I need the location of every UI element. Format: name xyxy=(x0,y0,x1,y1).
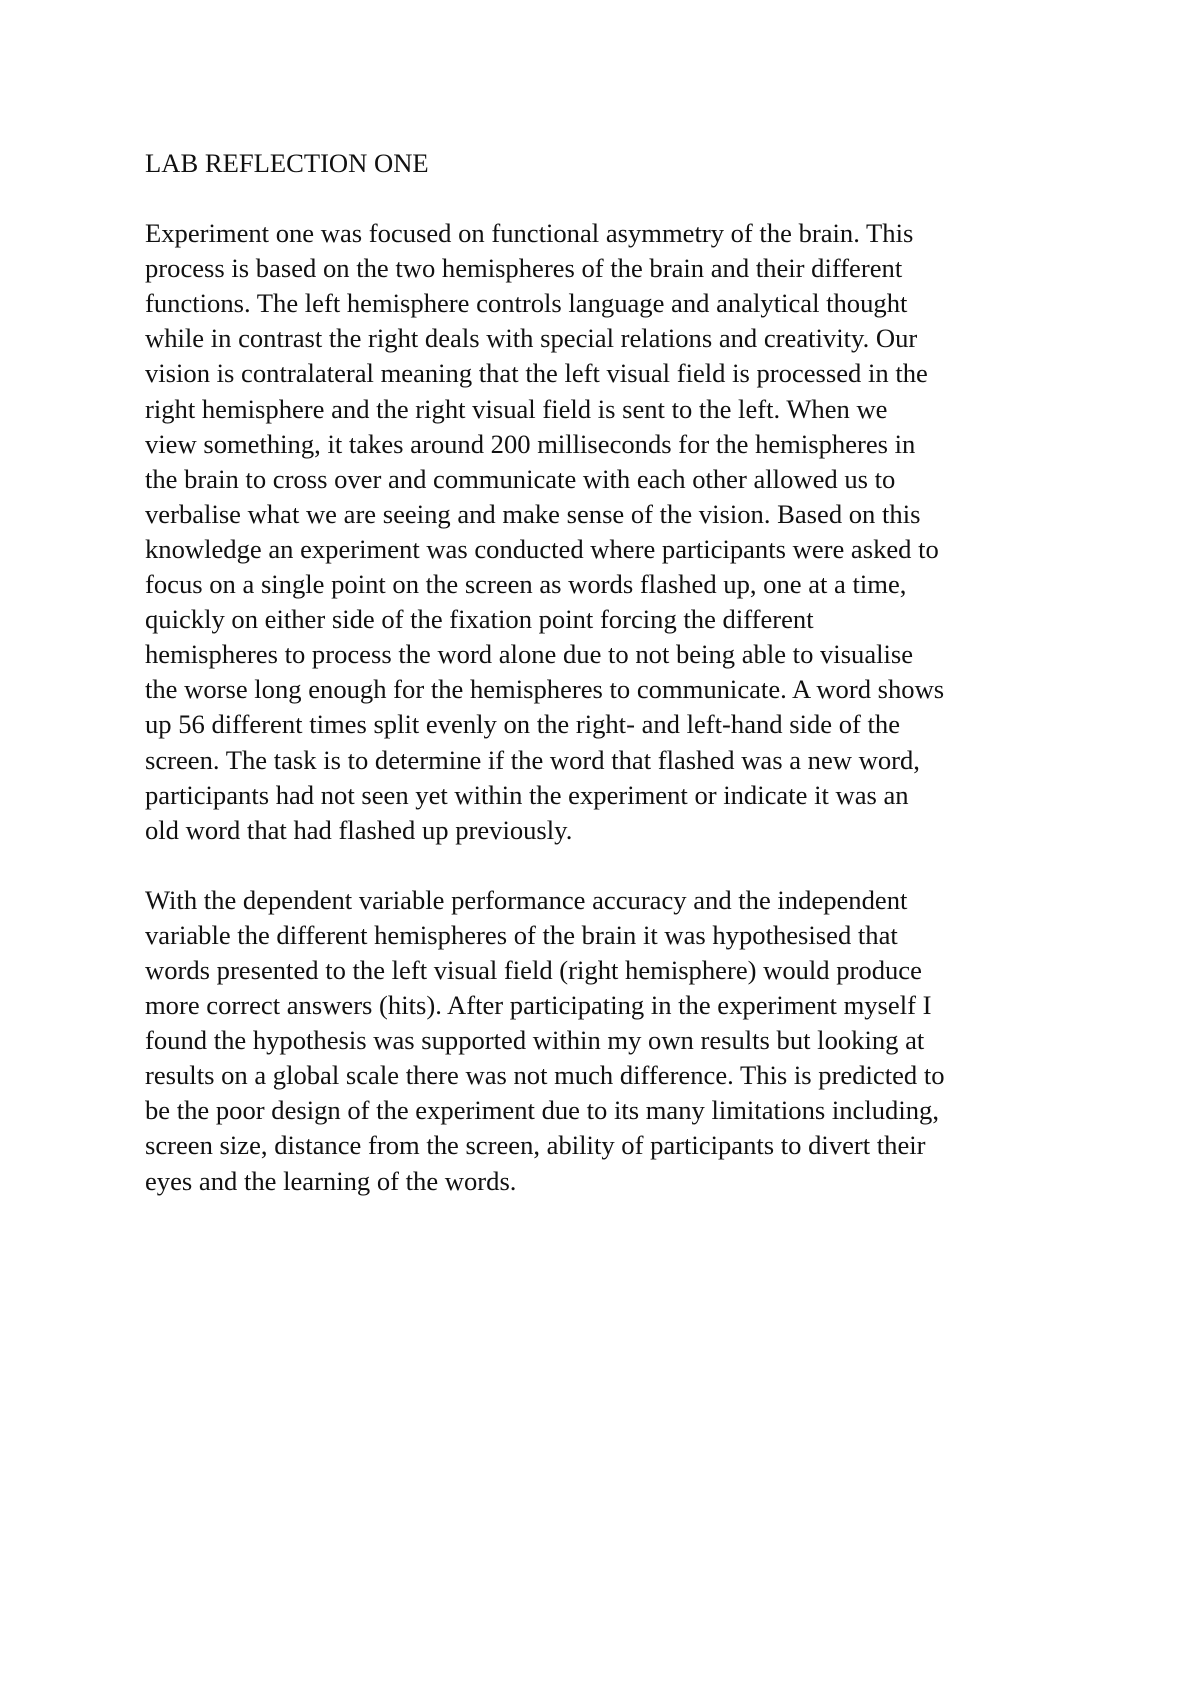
document-title: LAB REFLECTION ONE xyxy=(145,148,429,178)
text-line: view something, it takes around 200 milliseconds for the hemispheres in xyxy=(145,428,916,459)
text-line: found the hypothesis was supported within my own results but looking at xyxy=(145,1025,925,1056)
text-line: more correct answers (hits). After participating in the experiment myself I xyxy=(145,990,932,1021)
text-line: variable the different hemispheres of the brain it was hypothesised that xyxy=(145,919,898,950)
text-line: screen. The task is to determine if the word that flashed was a new word, xyxy=(145,744,920,775)
text-line: focus on a single point on the screen as words flashed up, one at a time, xyxy=(145,569,907,600)
text-line: hemispheres to process the word alone due to not being able to visualise xyxy=(145,639,914,670)
text-line: while in contrast the right deals with special relations and creativity. Our xyxy=(145,323,918,354)
text-line: verbalise what we are seeing and make sense of the vision. Based on this xyxy=(145,498,921,529)
text-line: words presented to the left visual field (right hemisphere) would produce xyxy=(145,954,922,985)
text-line: process is based on the two hemispheres of the brain and their different xyxy=(145,253,903,284)
document-body xyxy=(145,146,1075,1199)
text-line: screen size, distance from the screen, ability of participants to divert their xyxy=(145,1130,926,1161)
text-line: vision is contralateral meaning that the left visual field is processed in the xyxy=(145,358,928,389)
text-line: Experiment one was focused on functional asymmetry of the brain. This xyxy=(145,218,914,249)
text-line: up 56 different times split evenly on the right- and left-hand side of the xyxy=(145,709,901,740)
paragraph-2 xyxy=(145,883,1075,1199)
text-line: functions. The left hemisphere controls language and analytical thought xyxy=(145,288,908,319)
text-line: old word that had flashed up previously. xyxy=(145,814,573,845)
text-line: the brain to cross over and communicate with each other allowed us to xyxy=(145,463,896,494)
text-line: results on a global scale there was not much difference. This is predicted to xyxy=(145,1060,945,1091)
text-line: right hemisphere and the right visual field is sent to the left. When we xyxy=(145,393,888,424)
text-line: the worse long enough for the hemispheres to communicate. A word shows xyxy=(145,674,945,705)
text-line: eyes and the learning of the words. xyxy=(145,1165,517,1196)
text-line: be the poor design of the experiment due to its many limitations including, xyxy=(145,1095,939,1126)
text-line: knowledge an experiment was conducted where participants were asked to xyxy=(145,533,939,564)
text-line: With the dependent variable performance accuracy and the independent xyxy=(145,884,908,915)
paragraph-1 xyxy=(145,216,1075,848)
text-line: quickly on either side of the fixation point forcing the different xyxy=(145,604,814,635)
text-line: participants had not seen yet within the experiment or indicate it was an xyxy=(145,779,909,810)
